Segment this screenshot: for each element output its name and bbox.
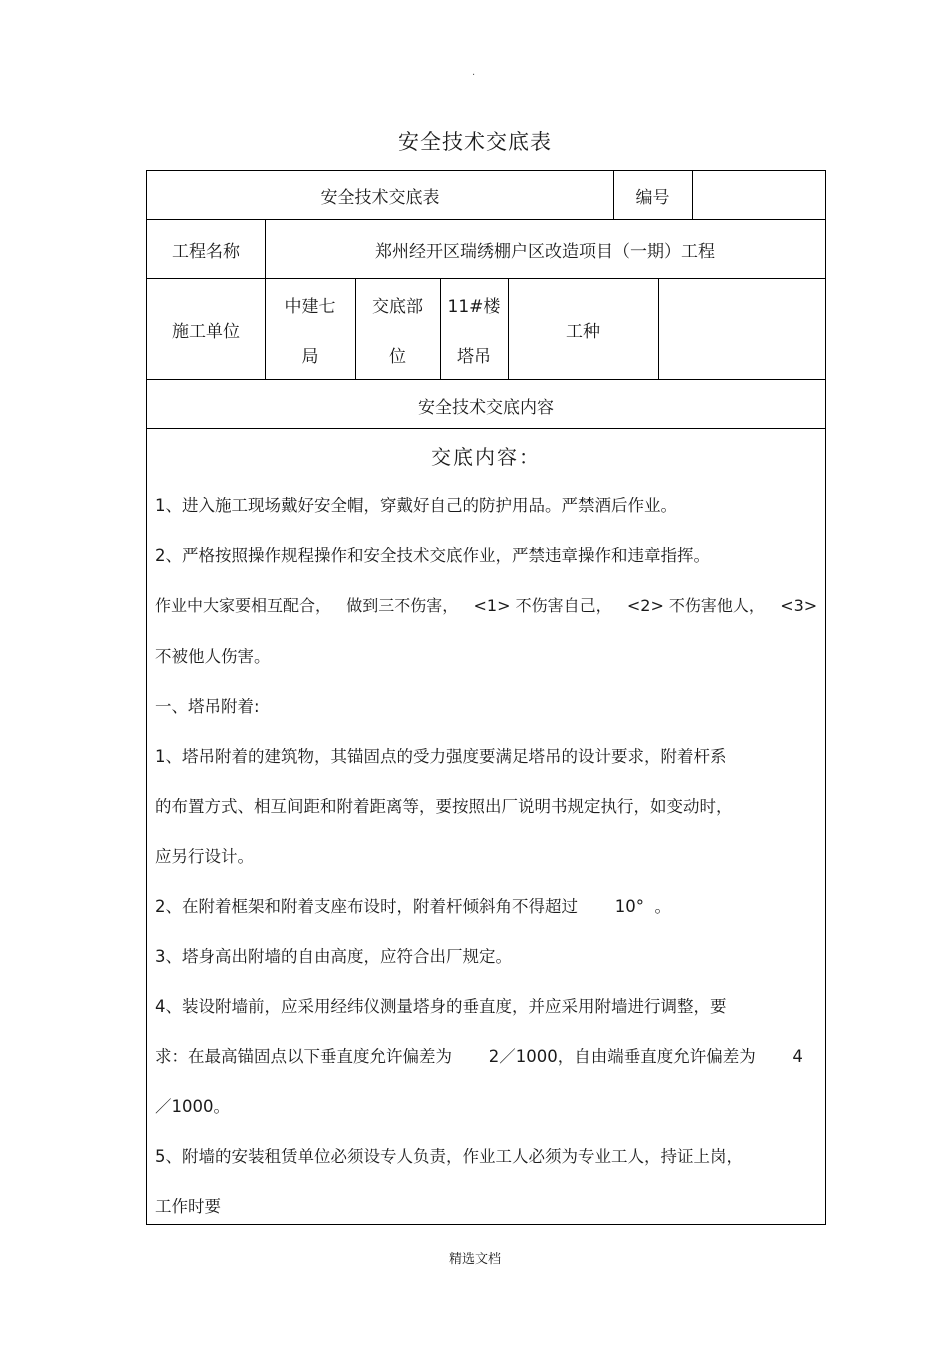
content-line: 1、塔吊附着的建筑物，其锚固点的受力强度要满足塔吊的设计要求，附着杆系 — [155, 747, 727, 766]
content-line: 作业中大家要相互配合， 做到三不伤害， <1> 不伤害自己， <2> 不伤害他人， <3> — [155, 596, 818, 615]
content-line: 3、塔身高出附墙的自由高度，应符合出厂规定。 — [155, 947, 512, 966]
content-line: 的布置方式、相互间距和附着距离等，要按照出厂说明书规定执行，如变动时， — [155, 797, 733, 816]
part-label-line1: 交底部 — [372, 297, 423, 317]
project-name: 郑州经开区瑞绣棚户区改造项目（一期）工程 — [375, 242, 715, 262]
form-title: 安全技术交底表 — [320, 188, 440, 208]
footer-text: 精选文档 — [448, 1252, 501, 1267]
part-value-line1: 11#楼 — [447, 297, 501, 317]
trade-label: 工种 — [566, 322, 600, 342]
unit-label: 施工单位 — [172, 322, 240, 342]
content-line: ／1000。 — [155, 1097, 230, 1116]
content-line: 1、进入施工现场戴好安全帽，穿戴好自己的防护用品。严禁酒后作业。 — [155, 496, 677, 515]
unit-value-line1: 中建七 — [284, 297, 336, 317]
content-line: 2、在附着框架和附着支座布设时，附着杆倾斜角不得超过 10° 。 — [155, 897, 671, 916]
content-line: 不被他人伤害。 — [155, 647, 271, 666]
content-title: 交底内容： — [431, 445, 541, 469]
section-header: 安全技术交底内容 — [418, 398, 554, 418]
content-line: 5、附墙的安装租赁单位必须设专人负责，作业工人必须为专业工人，持证上岗， — [155, 1147, 743, 1166]
disclosure-form-table — [146, 170, 826, 1225]
number-label: 编号 — [635, 188, 670, 208]
document-title: 安全技术交底表 — [398, 130, 552, 154]
unit-value-line2: 局 — [301, 347, 319, 367]
content-line: 一、塔吊附着: — [155, 697, 260, 716]
content-line: 应另行设计。 — [155, 847, 254, 866]
content-line: 4、装设附墙前，应采用经纬仪测量塔身的垂直度，并应采用附墙进行调整，要 — [155, 997, 727, 1016]
page-marker: · — [472, 70, 476, 81]
project-label: 工程名称 — [172, 242, 240, 262]
content-line: 2、严格按照操作规程操作和安全技术交底作业，严禁违章操作和违章指挥。 — [155, 546, 710, 565]
part-label-line2: 位 — [389, 347, 406, 367]
part-value-line2: 塔吊 — [457, 347, 491, 367]
content-line: 工作时要 — [155, 1197, 221, 1216]
content-line: 求：在最高锚固点以下垂直度允许偏差为 2／1000，自由端垂直度允许偏差为 4 — [155, 1047, 803, 1066]
